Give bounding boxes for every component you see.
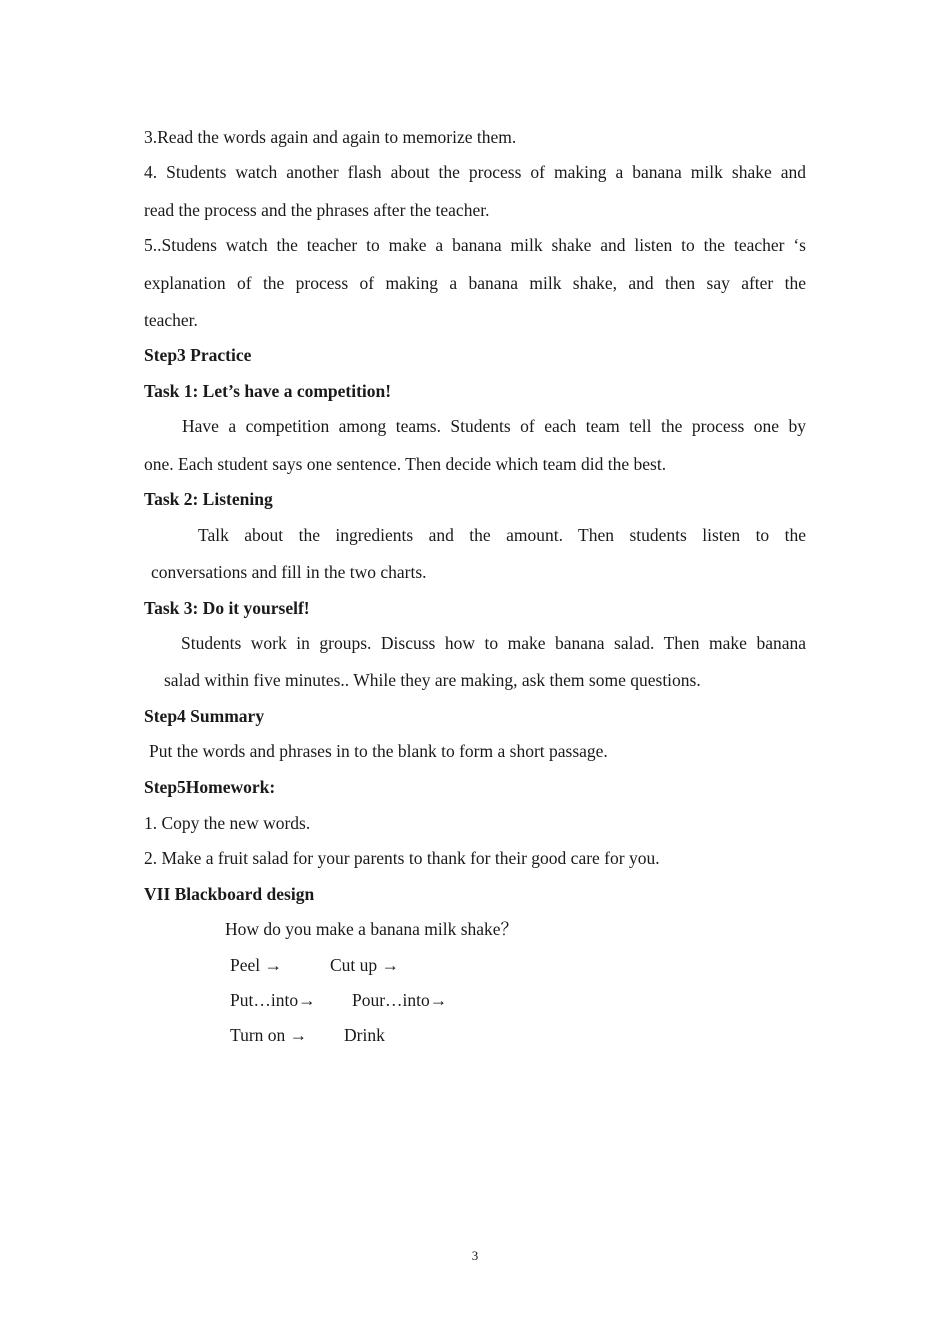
step4-line-1: Put the words and phrases in to the blank to form a short passage. <box>149 741 608 761</box>
blackboard-row1-left: Peel → <box>230 955 283 975</box>
blackboard-row1-right: Cut up → <box>330 955 400 975</box>
paragraph-step-5-line-3: teacher. <box>144 310 198 330</box>
paragraph-step-4-line-2: read the process and the phrases after the teacher. <box>144 200 490 220</box>
task2-line-1: Talk about the ingredients and the amount. Then students listen to the <box>198 525 806 545</box>
paragraph-step-4-line-1: 4. Students watch another flash about the process of making a banana milk shake and <box>144 162 806 182</box>
blackboard-row2-left: Put…into→ <box>230 990 316 1010</box>
task3-line-1: Students work in groups. Discuss how to make banana salad. Then make banana <box>181 633 806 653</box>
step5-heading: Step5Homework: <box>144 777 276 797</box>
task3-heading: Task 3: Do it yourself! <box>144 598 310 618</box>
paragraph-step-5-line-1: 5..Studens watch the teacher to make a banana milk shake and listen to the teacher ‘s <box>144 235 806 255</box>
step3-heading: Step3 Practice <box>144 345 252 365</box>
paragraph-step-5-line-2: explanation of the process of making a banana milk shake, and then say after the <box>144 273 806 293</box>
blackboard-row2-right: Pour…into→ <box>352 990 448 1010</box>
task1-line-2: one. Each student says one sentence. Then decide which team did the best. <box>144 454 667 474</box>
page-number: 3 <box>471 1248 479 1263</box>
paragraph-step-3: 3.Read the words again and again to memorize them. <box>144 127 517 147</box>
homework-item-1: 1. Copy the new words. <box>144 813 311 833</box>
blackboard-question: How do you make a banana milk shake？ <box>225 919 519 939</box>
step4-heading: Step4 Summary <box>144 706 265 726</box>
blackboard-row3-right: Drink <box>344 1025 385 1045</box>
task2-heading: Task 2: Listening <box>144 489 273 509</box>
blackboard-row3-left: Turn on → <box>230 1025 308 1045</box>
blackboard-heading: VII Blackboard design <box>144 884 315 904</box>
task1-line-1: Have a competition among teams. Students of each team tell the process one by <box>182 416 806 436</box>
task1-heading: Task 1: Let’s have a competition! <box>144 381 392 401</box>
task2-line-2: conversations and fill in the two charts. <box>151 562 427 582</box>
homework-item-2: 2. Make a fruit salad for your parents to thank for their good care for you. <box>144 848 660 868</box>
task3-line-2: salad within five minutes.. While they are making, ask them some questions. <box>164 670 701 690</box>
